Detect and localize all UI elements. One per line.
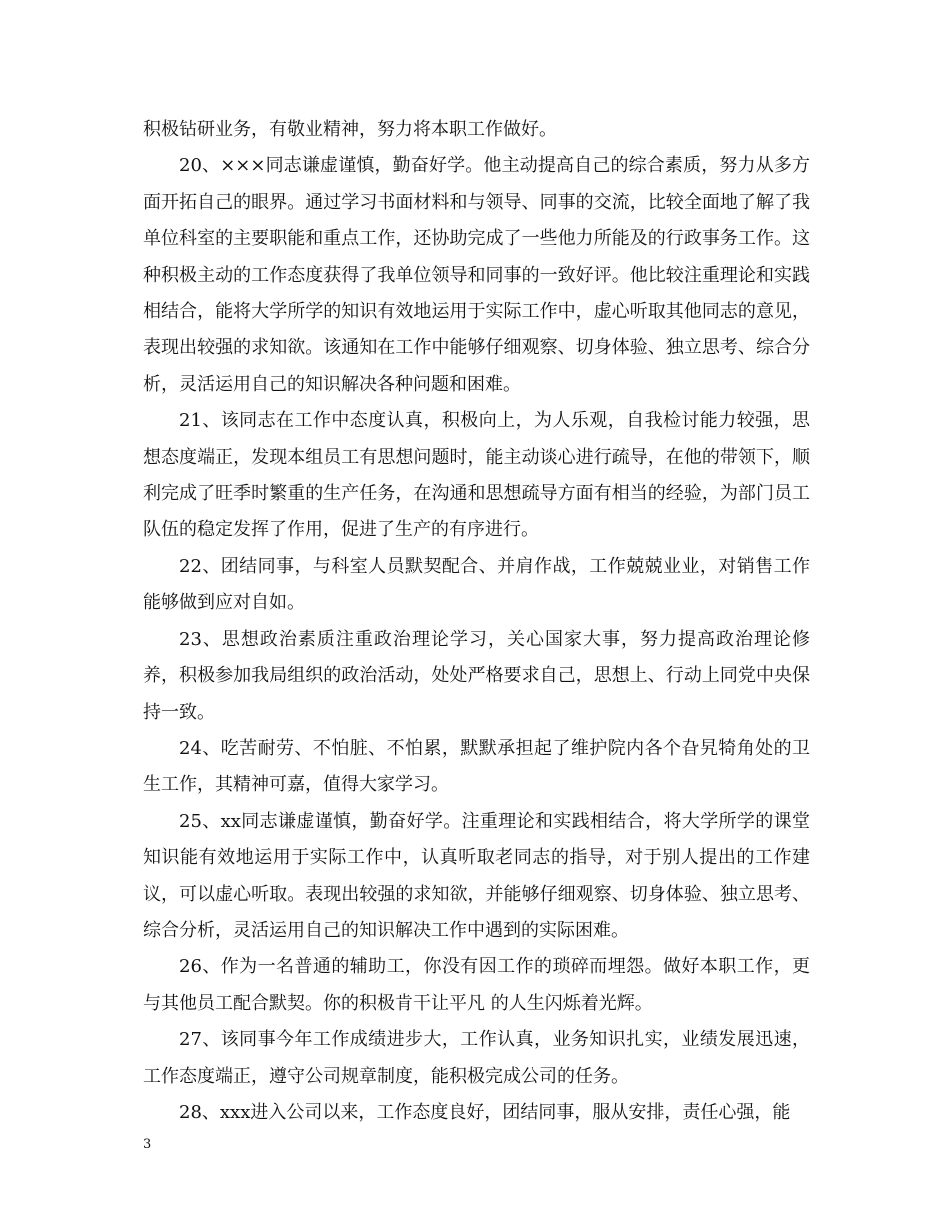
paragraph-item-25: 25、xx同志谦虚谨慎，勤奋好学。注重理论和实践相结合，将大学所学的课堂知识能有效地运用于实际工作中，认真听取老同志的指导，对于别人提出的工作建议，可以虚心听取。表现出较强的求知欲，并能够仔细观察、切身体验、独立思考、综合分析，灵活运用自己的知识解决工作中遇到的实际困难。 bbox=[143, 810, 810, 941]
paragraph-item-21: 21、该同志在工作中态度认真，积极向上，为人乐观，自我检讨能力较强，思想态度端正，发现本组员工有思想问题时，能主动谈心进行疏导，在他的带领下，顺利完成了旺季时繁重的生产任务，在沟通和思想疏导方面有相当的经验，为部门员工队伍的稳定发挥了作用，促进了生产的有序进行。 bbox=[143, 410, 810, 541]
paragraph-continuation: 积极钻研业务，有敬业精神，努力将本职工作做好。 bbox=[143, 119, 557, 140]
page-number: 3 bbox=[143, 1137, 152, 1152]
paragraph-item-27: 27、该同事今年工作成绩进步大，工作认真，业务知识扎实，业绩发展迅速，工作态度端正，遵守公司规章制度，能积极完成公司的任务。 bbox=[143, 1029, 810, 1087]
document-body bbox=[143, 112, 810, 1131]
paragraph-item-26: 26、作为一名普通的辅助工，你没有因工作的琐碎而埋怨。做好本职工作，更与其他员工配合默契。你的积极肯干让平凡 的人生闪烁着光辉。 bbox=[143, 956, 810, 1014]
paragraph-item-20: 20、×××同志谦虚谨慎，勤奋好学。他主动提高自己的综合素质，努力从多方面开拓自己的眼界。通过学习书面材料和与领导、同事的交流，比较全面地了解了我单位科室的主要职能和重点工作，还协助完成了一些他力所能及的行政事务工作。这种积极主动的工作态度获得了我单位领导和同事的一致好评。他比较注重理论和实践相结合，能将大学所学的知识有效地运用于实际工作中，虚心听取其他同志的意见，表现出较强的求知欲。该通知在工作中能够仔细观察、切身体验、独立思考、综合分析，灵活运用自己的知识解决各种问题和困难。 bbox=[143, 155, 810, 395]
paragraph-item-23: 23、思想政治素质注重政治理论学习，关心国家大事，努力提高政治理论修养，积极参加我局组织的政治活动，处处严格要求自己，思想上、行动上同党中央保持一致。 bbox=[143, 628, 810, 723]
paragraph-item-22: 22、团结同事，与科室人员默契配合、并肩作战，工作兢兢业业，对销售工作能够做到应对自如。 bbox=[143, 555, 810, 614]
paragraph-item-24: 24、吃苦耐劳、不怕脏、不怕累，默默承担起了维护院内各个旮旯犄角处的卫生工作，其精神可嘉，值得大家学习。 bbox=[143, 737, 810, 796]
paragraph-item-28: 28、xxx进入公司以来，工作态度良好，团结同事，服从安排，责任心强，能 bbox=[179, 1101, 791, 1123]
